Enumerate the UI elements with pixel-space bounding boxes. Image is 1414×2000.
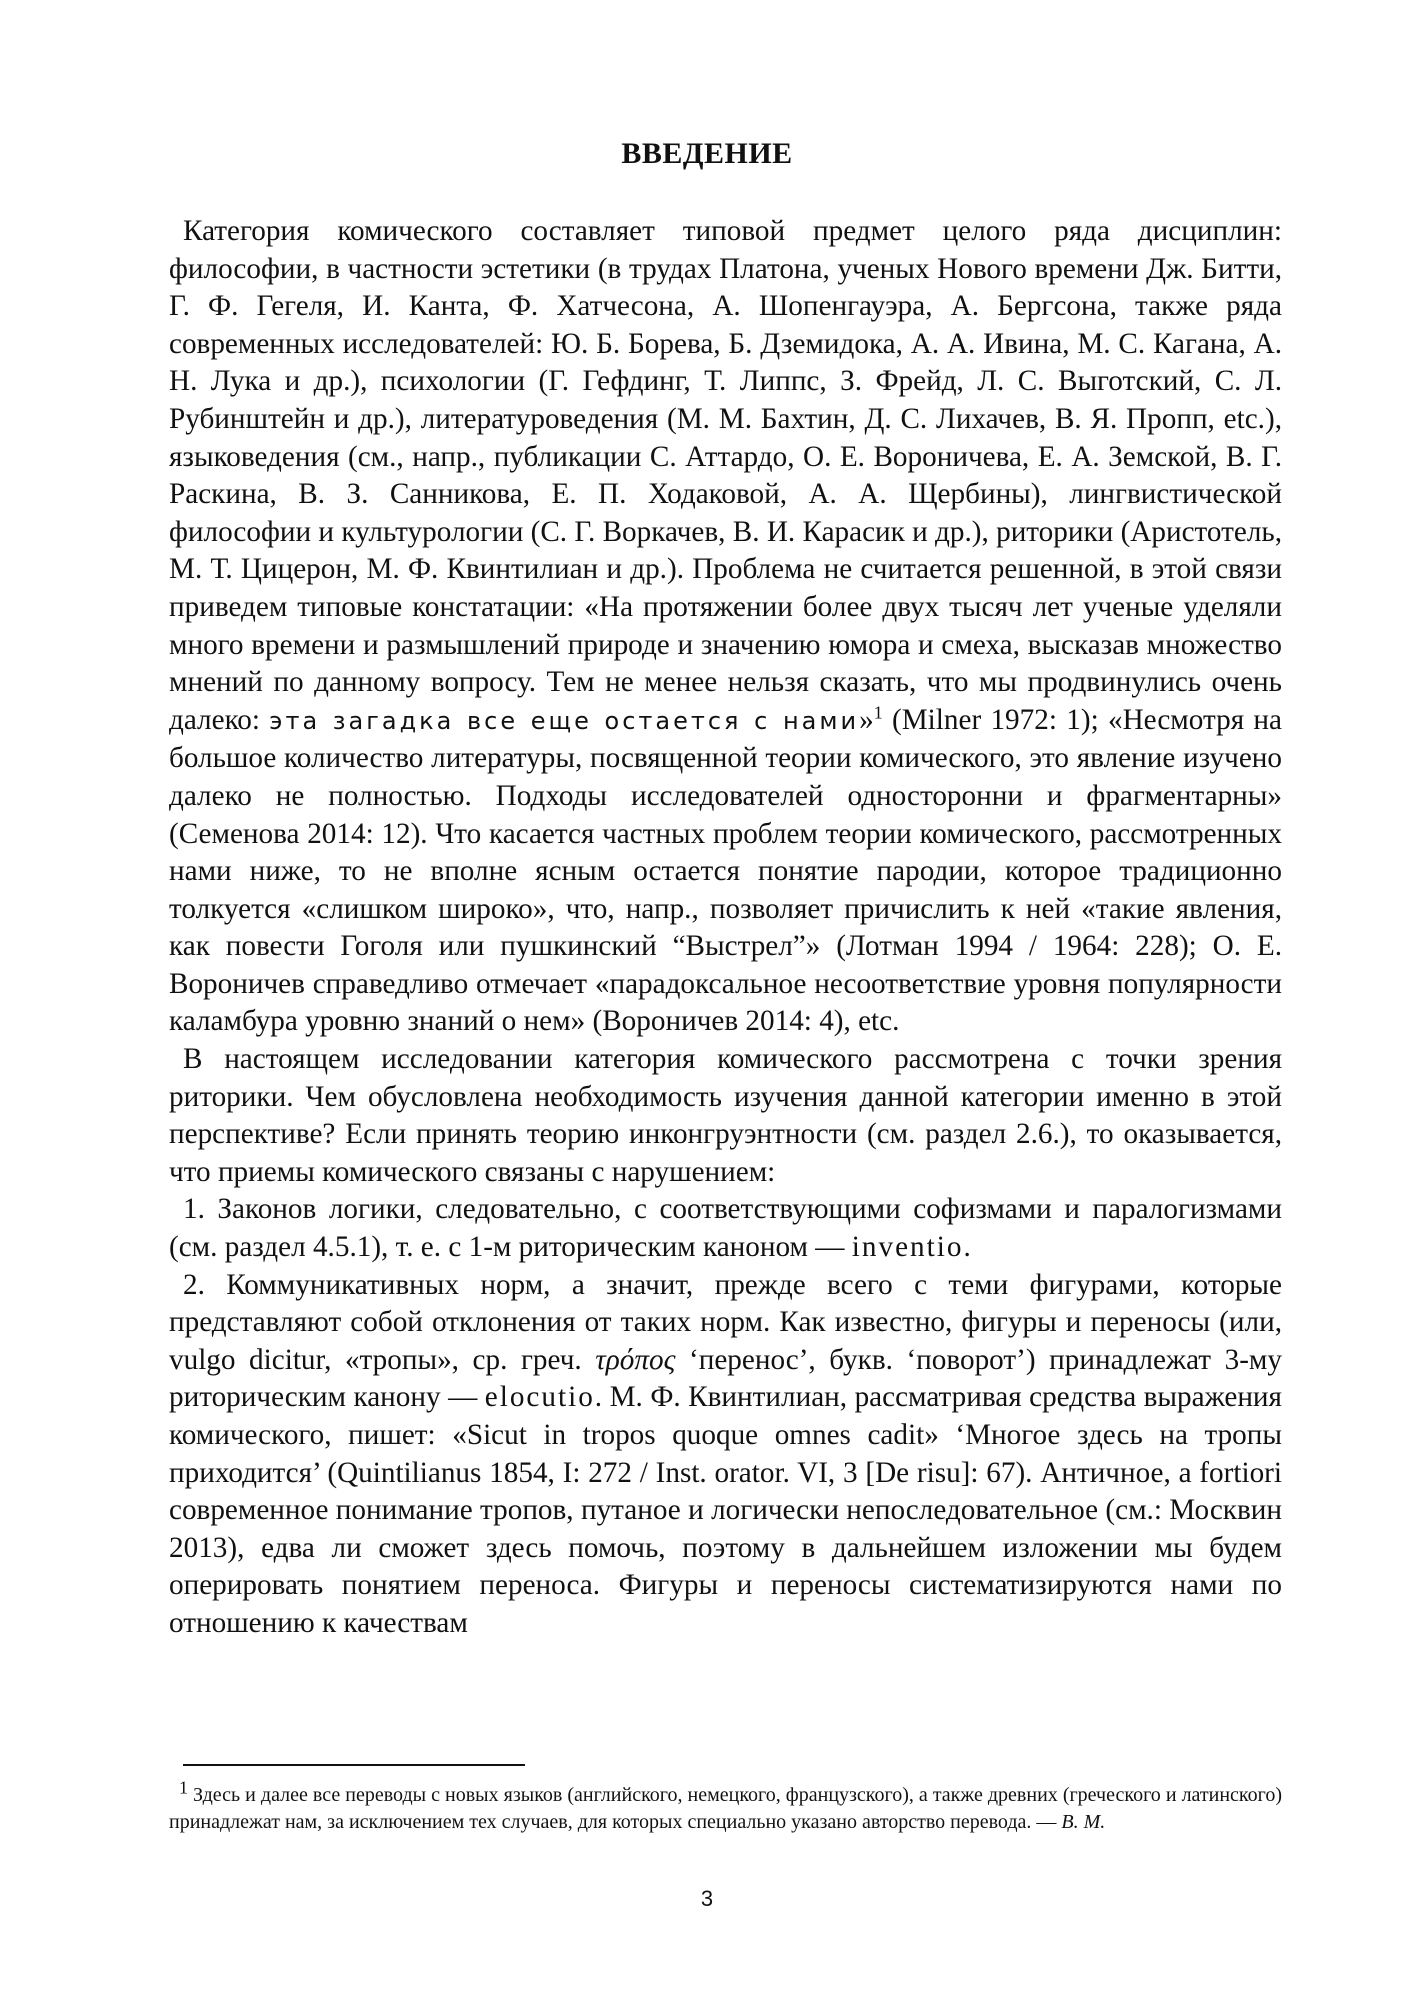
p4-text-b: ‘перенос’, букв. ‘поворот’) принадлежат 3-му риторическим канону —	[169, 1343, 1282, 1414]
page-title: ВВЕДЕНИЕ	[621, 137, 793, 170]
p4-text-c: . М. Ф. Квинтилиан, рассматривая средства выражения комического, пишет: «Sicut in tropos quoque omnes cadit» ‘Многое здесь на тропы приходится’ (Quintilianus 1854, I: 272 / Inst. orator. VI, 3 [De risu]: 67). Античное, a fortiori современное понимание тропов, путаное и логически непоследовательное (см.: Москвин 2013), едва ли сможет здесь помочь, поэтому в дальнейшем изложении мы будем оперировать понятием переноса. Фигуры и переносы систематизируются нами по отношению к качествам	[169, 1381, 1282, 1639]
p4-text-a: 2. Коммуникативных норм, а значит, прежде всего с теми фигурами, которые представляют собой отклонения от таких норм. Как известно, фигуры и переносы (или, vulgo dicitur, «тропы», ср. греч.	[169, 1268, 1282, 1376]
p1-text-b: »	[859, 703, 874, 736]
footnote	[169, 1777, 1282, 1836]
main-text	[169, 213, 1282, 1643]
p3-term: inventio	[851, 1231, 964, 1264]
footnote-author: В. М.	[1061, 1811, 1106, 1833]
p3-text-a: 1. Законов логики, следовательно, с соответствующими софизмами и паралогизмами (см. раздел 4.5.1), т. е. с 1-м риторическим каноном —	[169, 1193, 1282, 1264]
paragraph-4	[169, 1267, 1282, 1643]
p4-term: elocutio	[484, 1381, 595, 1414]
footnote-ref[interactable]: 1	[873, 701, 883, 722]
p1-emphasis: эта загадка все еще остается с нами	[269, 706, 860, 735]
paragraph-2: В настоящем исследовании категория комического рассмотрена с точки зрения риторики. Чем обусловлена необходимость изучения данной категории именно в этой перспективе? Если принять теорию инконгруэнтности (см. раздел 2.6.), то оказывается, что приемы комического связаны с нарушением:	[169, 1043, 1282, 1188]
p4-greek-word: τρόπος	[595, 1343, 676, 1376]
p1-text-c: (Milner 1972: 1); «Несмотря на большое количество литературы, посвященной теории комического, это явление изучено далеко не полностью. Подходы исследователей односторонни и фрагментарны» (Семенова 2014: 12). Что касается частных проблем теории комического, рассмотренных нами ниже, то не вполне ясным остается понятие пародии, которое традиционно толкуется «слишком широко», что, напр., позволяет причислить к ней «такие явления, как повести Гоголя или пушкинский “Выстрел”» (Лотман 1994 / 1964: 228); О. Е. Вороничев справедливо отмечает «парадоксальное несоответствие уровня популярности каламбура уровню знаний о нем» (Вороничев 2014: 4), etc.	[169, 703, 1283, 1038]
paragraph-3	[169, 1191, 1282, 1266]
footnote-text: Здесь и далее все переводы с новых языков (английского, немецкого, французского), а также древних (греческого и латинского) принадлежат нам, за исключением тех случаев, для которых специально указано авторство перевода. —	[169, 1784, 1282, 1833]
p3-text-b: .	[963, 1231, 971, 1264]
footnote-divider	[183, 1764, 525, 1766]
footnote-marker: 1	[179, 1777, 188, 1798]
paragraph-1	[169, 213, 1282, 1041]
p1-text-a: Категория комического составляет типовой предмет целого ряда дисциплин: философии, в частности эстетики (в трудах Платона, ученых Нового времени Дж. Битти, Г. Ф. Гегеля, И. Канта, Ф. Хатчесона, А. Шопенгауэра, А. Бергсона, также ряда современных исследователей: Ю. Б. Борева, Б. Дземидока, А. А. Ивина, М. С. Кагана, А. Н. Лука и др.), психологии (Г. Гефдинг, Т. Липпс, З. Фрейд, Л. С. Выготский, С. Л. Рубинштейн и др.), литературоведения (М. М. Бахтин, Д. С. Лихачев, В. Я. Пропп, etc.), языковедения (см., напр., публикации С. Аттардо, О. Е. Вороничева, Е. А. Земской, В. Г. Раскина, В. З. Санникова, Е. П. Ходаковой, А. А. Щербины), лингвистической философии и культурологии (С. Г. Воркачев, В. И. Карасик и др.), риторики (Аристотель, М. Т. Цицерон, М. Ф. Квинтилиан и др.). Проблема не считается решенной, в этой связи приведем типовые констатации: «На протяжении более двух тысяч лет ученые уделяли много времени и размышлений природе и значению юмора и смеха, высказав множество мнений по данному вопросу. Тем не менее нельзя сказать, что мы продвинулись очень далеко:	[169, 215, 1283, 736]
page-number: 3	[700, 1886, 714, 1911]
